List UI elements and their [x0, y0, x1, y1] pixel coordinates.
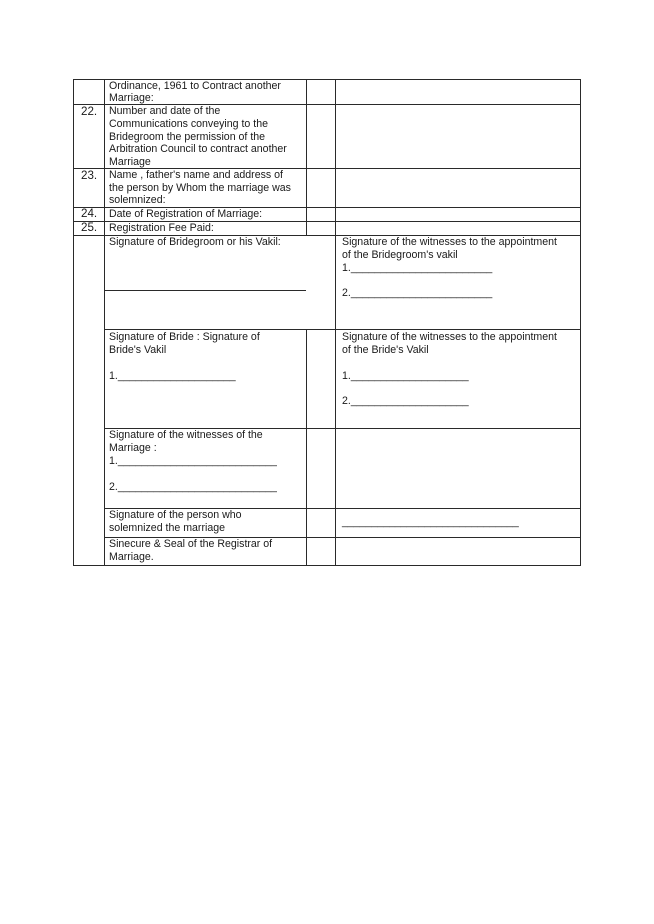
row-23-number: 23.	[81, 169, 98, 182]
bride-signature-blank-1[interactable]: 1.____________________	[109, 370, 236, 382]
groom-witness-label-line1: Signature of the witnesses to the appointment	[342, 236, 557, 248]
marriage-witnesses-label-line1: Signature of the witnesses of the	[109, 429, 263, 441]
bride-signature-label-line1: Signature of Bride : Signature of	[109, 331, 260, 343]
row-22-label-line3: Bridegroom the permission of the	[109, 131, 266, 143]
solemnizer-label-line1: Signature of the person who	[109, 509, 242, 521]
row-24-number: 24.	[81, 207, 98, 220]
groom-witness-blank-1[interactable]: 1.________________________	[342, 262, 493, 274]
row-25-number: 25.	[81, 221, 98, 234]
bride-witness-blank-1[interactable]: 1.____________________	[342, 370, 469, 382]
row-22-label-line2: Communications conveying to the	[109, 118, 268, 130]
row-23-label-line1: Name , father's name and address of	[109, 169, 283, 181]
bride-signature-label-line2: Bride's Vakil	[109, 344, 167, 356]
row-22-number: 22.	[81, 105, 98, 118]
bride-witness-blank-2[interactable]: 2.____________________	[342, 395, 469, 407]
groom-witness-blank-2[interactable]: 2.________________________	[342, 287, 493, 299]
marriage-witnesses-label-line2: Marriage :	[109, 442, 157, 454]
row-24-label: Date of Registration of Marriage:	[109, 208, 263, 220]
bride-witness-label-line1: Signature of the witnesses to the appointment	[342, 331, 557, 343]
groom-witness-label-line2: of the Bridegroom's vakil	[342, 249, 458, 261]
row-continuation-label-line2: Marriage:	[109, 92, 154, 104]
registrar-label-line2: Marriage.	[109, 551, 154, 563]
marriage-witness-blank-2[interactable]: 2.___________________________	[109, 481, 277, 493]
bride-witness-label-line2: of the Bride's Vakil	[342, 344, 429, 356]
solemnizer-signature-blank[interactable]: ______________________________	[342, 516, 519, 528]
row-22-label-line1: Number and date of the	[109, 105, 221, 117]
registrar-label-line1: Sinecure & Seal of the Registrar of	[109, 538, 273, 550]
row-25-label: Registration Fee Paid:	[109, 222, 214, 234]
solemnizer-label-line2: solemnized the marriage	[109, 522, 225, 534]
row-22-label-line4: Arbitration Council to contract another	[109, 143, 287, 155]
row-23-label-line3: solemnized:	[109, 194, 166, 206]
row-23-label-line2: the person by Whom the marriage was	[109, 182, 291, 194]
row-22-label-line5: Marriage	[109, 156, 151, 168]
bridegroom-signature-label: Signature of Bridegroom or his Vakil:	[109, 236, 281, 248]
marriage-witness-blank-1[interactable]: 1.___________________________	[109, 455, 277, 467]
row-continuation-label-line1: Ordinance, 1961 to Contract another	[109, 80, 281, 92]
